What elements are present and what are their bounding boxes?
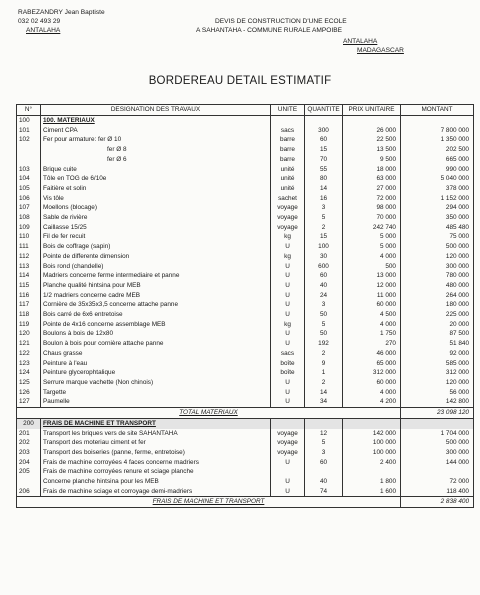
item-amount: 264 000: [401, 291, 474, 301]
table-row: [17, 310, 474, 320]
item-designation: Bois de coffrage (sapin): [41, 242, 271, 252]
document-title: BORDEREAU DETAIL ESTIMATIF: [148, 75, 332, 87]
item-qty: 3: [305, 203, 343, 213]
item-amount: 300 000: [401, 262, 474, 272]
item-num: 206: [17, 487, 41, 497]
item-num: 118: [17, 310, 41, 320]
item-designation: Boulon à bois pour cornière attache panne: [41, 339, 271, 349]
item-num: 119: [17, 320, 41, 330]
table-row: [17, 291, 474, 301]
item-amount: 51 840: [401, 339, 474, 349]
item-qty: 192: [305, 339, 343, 349]
item-unit: sachet: [271, 194, 305, 204]
item-num: 122: [17, 349, 41, 359]
item-num: 120: [17, 329, 41, 339]
item-amount: 312 000: [401, 368, 474, 378]
item-price: 2 400: [343, 458, 401, 468]
item-num: 203: [17, 448, 41, 458]
item-qty: 2: [305, 349, 343, 359]
table-row: [17, 477, 474, 487]
item-price: 70 000: [343, 213, 401, 223]
table-row: [17, 378, 474, 388]
item-price: 312 000: [343, 368, 401, 378]
item-qty: 1: [305, 368, 343, 378]
item-num: 201: [17, 429, 41, 439]
table-row: [17, 349, 474, 359]
section-1-heading: [17, 116, 474, 126]
item-designation: Transport des boiseries (panne, ferme, entretoise): [41, 448, 271, 458]
item-designation: fer Ø 6: [41, 155, 271, 165]
item-num: 124: [17, 368, 41, 378]
item-num: 202: [17, 438, 41, 448]
item-price: 4 200: [343, 397, 401, 407]
item-qty: 34: [305, 397, 343, 407]
item-num: 110: [17, 232, 41, 242]
item-price: 60 000: [343, 300, 401, 310]
table-row: [17, 467, 474, 477]
item-price: 100 000: [343, 438, 401, 448]
item-designation: Pointe de 4x16 concerne assemblage MEB: [41, 320, 271, 330]
item-designation: Frais de machine corroyées 4 faces concerne madriers: [41, 458, 271, 468]
estimate-table: [16, 104, 474, 508]
table-row: [17, 242, 474, 252]
item-designation: Pointe de differente dimension: [41, 252, 271, 262]
item-qty: 12: [305, 429, 343, 439]
item-designation: Tôle en TOG de 6/10e: [41, 174, 271, 184]
table-row: [17, 252, 474, 262]
item-price: 65 000: [343, 359, 401, 369]
item-price: 60 000: [343, 378, 401, 388]
table-row: [17, 155, 474, 165]
section-1-total-row: [17, 408, 474, 419]
item-amount: 120 000: [401, 378, 474, 388]
item-unit: kg: [271, 232, 305, 242]
item-qty: 5: [305, 438, 343, 448]
item-qty: 100: [305, 242, 343, 252]
item-qty: 60: [305, 135, 343, 145]
section-1-total-value: 23 098 120: [401, 408, 474, 419]
table-row: [17, 135, 474, 145]
item-designation: Ciment CPA: [41, 126, 271, 136]
table-row: [17, 368, 474, 378]
item-unit: voyage: [271, 448, 305, 458]
item-qty: 14: [305, 184, 343, 194]
item-price: 98 000: [343, 203, 401, 213]
item-unit: U: [271, 329, 305, 339]
company-city: ANTALAHA: [26, 27, 61, 34]
item-num: 126: [17, 388, 41, 398]
item-num: 103: [17, 165, 41, 175]
item-qty: 40: [305, 477, 343, 487]
item-qty: 3: [305, 300, 343, 310]
table-row: [17, 232, 474, 242]
item-unit: barre: [271, 145, 305, 155]
table-row: [17, 262, 474, 272]
item-amount: 500 000: [401, 438, 474, 448]
item-qty: [305, 467, 343, 477]
item-amount: 7 800 000: [401, 126, 474, 136]
item-amount: 1 350 000: [401, 135, 474, 145]
item-designation: Moellons (blocage): [41, 203, 271, 213]
item-price: 242 740: [343, 223, 401, 233]
item-amount: 780 000: [401, 271, 474, 281]
item-num: 111: [17, 242, 41, 252]
item-price: 4 000: [343, 388, 401, 398]
item-qty: 15: [305, 145, 343, 155]
item-amount: 87 500: [401, 329, 474, 339]
item-qty: 15: [305, 232, 343, 242]
item-num: 127: [17, 397, 41, 407]
item-price: 13 500: [343, 145, 401, 155]
item-unit: U: [271, 310, 305, 320]
table-row: [17, 448, 474, 458]
item-num: [17, 477, 41, 487]
item-qty: 50: [305, 329, 343, 339]
item-price: 5 000: [343, 232, 401, 242]
item-unit: [271, 467, 305, 477]
item-unit: voyage: [271, 438, 305, 448]
item-price: 27 000: [343, 184, 401, 194]
item-designation: Frais de machine corroyées renure et sciage planche: [41, 467, 271, 477]
item-qty: 60: [305, 271, 343, 281]
item-qty: 5: [305, 213, 343, 223]
item-unit: U: [271, 281, 305, 291]
table-row: [17, 438, 474, 448]
table-row: [17, 359, 474, 369]
item-price: 100 000: [343, 448, 401, 458]
item-unit: U: [271, 378, 305, 388]
item-qty: 24: [305, 291, 343, 301]
item-amount: [401, 467, 474, 477]
item-price: 9 500: [343, 155, 401, 165]
item-amount: 20 000: [401, 320, 474, 330]
item-designation: Transport des moteriau ciment et fer: [41, 438, 271, 448]
item-num: 117: [17, 300, 41, 310]
table-row: [17, 339, 474, 349]
item-amount: 1 704 000: [401, 429, 474, 439]
table-row: [17, 213, 474, 223]
item-qty: 2: [305, 223, 343, 233]
item-qty: 600: [305, 262, 343, 272]
item-unit: U: [271, 477, 305, 487]
item-num: 109: [17, 223, 41, 233]
item-price: 18 000: [343, 165, 401, 175]
item-unit: sacs: [271, 349, 305, 359]
item-unit: voyage: [271, 203, 305, 213]
table-row: [17, 320, 474, 330]
item-amount: 120 000: [401, 252, 474, 262]
item-amount: 300 000: [401, 448, 474, 458]
item-price: 500: [343, 262, 401, 272]
table-row: [17, 203, 474, 213]
table-row: [17, 397, 474, 407]
item-price: 4 500: [343, 310, 401, 320]
item-price: 1 800: [343, 477, 401, 487]
section-2-body: [17, 418, 474, 497]
item-unit: boîte: [271, 368, 305, 378]
item-unit: U: [271, 271, 305, 281]
item-designation: Serrure marque vachette (Non chinois): [41, 378, 271, 388]
item-amount: 72 000: [401, 477, 474, 487]
table-row: [17, 194, 474, 204]
item-num: 108: [17, 213, 41, 223]
item-unit: U: [271, 300, 305, 310]
item-qty: 3: [305, 448, 343, 458]
item-amount: 500 000: [401, 242, 474, 252]
table-row: [17, 458, 474, 468]
item-price: [343, 467, 401, 477]
item-unit: barre: [271, 135, 305, 145]
item-unit: voyage: [271, 213, 305, 223]
item-amount: 294 000: [401, 203, 474, 213]
item-qty: 5: [305, 320, 343, 330]
item-designation: Cornière de 35x35x3,5 concerne attache panne: [41, 300, 271, 310]
item-num: 106: [17, 194, 41, 204]
item-unit: U: [271, 242, 305, 252]
item-amount: 142 800: [401, 397, 474, 407]
item-qty: 14: [305, 388, 343, 398]
item-price: 1 750: [343, 329, 401, 339]
item-designation: Caillasse 15/25: [41, 223, 271, 233]
item-unit: U: [271, 487, 305, 497]
item-num: 102: [17, 135, 41, 145]
item-designation: Brique cuite: [41, 165, 271, 175]
item-designation: Madriers concerne ferme intermediaire et panne: [41, 271, 271, 281]
item-qty: 40: [305, 281, 343, 291]
item-amount: 585 000: [401, 359, 474, 369]
item-unit: barre: [271, 155, 305, 165]
section-2-total-value: 2 838 400: [401, 497, 474, 508]
item-designation: Bois rond (chandelle): [41, 262, 271, 272]
item-unit: unité: [271, 174, 305, 184]
item-designation: Faitière et solin: [41, 184, 271, 194]
item-unit: unité: [271, 165, 305, 175]
table-row: [17, 329, 474, 339]
item-designation: Vis tôle: [41, 194, 271, 204]
table-row: [17, 388, 474, 398]
item-designation: Fer pour armature: fer Ø 10: [41, 135, 271, 145]
table-row: [17, 165, 474, 175]
item-designation: 1/2 madriers concerne cadre MEB: [41, 291, 271, 301]
section-1-title: 100. MATERIAUX: [41, 116, 271, 126]
item-designation: Concerne planche hintsina pour les MEB: [41, 477, 271, 487]
item-num: 123: [17, 359, 41, 369]
item-amount: 56 000: [401, 388, 474, 398]
item-price: 12 000: [343, 281, 401, 291]
item-designation: Targette: [41, 388, 271, 398]
item-unit: boîte: [271, 359, 305, 369]
item-qty: 9: [305, 359, 343, 369]
section-2-total-label: FRAIS DE MACHINE ET TRANSPORT: [17, 497, 401, 508]
item-price: 26 000: [343, 126, 401, 136]
section-1-total-label: TOTAL MATERIAUX: [17, 408, 401, 419]
item-designation: fer Ø 8: [41, 145, 271, 155]
item-amount: 180 000: [401, 300, 474, 310]
item-designation: Chaus grasse: [41, 349, 271, 359]
item-qty: 80: [305, 174, 343, 184]
col-amount-header: MONTANT: [401, 105, 474, 116]
section-2-title: FRAIS DE MACHINE ET TRANSPORT: [41, 418, 271, 428]
section-2-total-row: [17, 497, 474, 508]
item-qty: 16: [305, 194, 343, 204]
item-amount: 1 152 000: [401, 194, 474, 204]
item-designation: Peinture à l'eau: [41, 359, 271, 369]
item-qty: 50: [305, 310, 343, 320]
item-amount: 378 000: [401, 184, 474, 194]
item-num: 116: [17, 291, 41, 301]
item-designation: Bois carré de 6x6 entretoise: [41, 310, 271, 320]
item-designation: Boulons à bois de 12x80: [41, 329, 271, 339]
item-designation: Planche qualité hintsina pour MEB: [41, 281, 271, 291]
section-2-heading: [17, 418, 474, 428]
item-unit: sacs: [271, 126, 305, 136]
item-price: 11 000: [343, 291, 401, 301]
project-line-1: DEVIS DE CONSTRUCTION D'UNE ECOLE: [215, 18, 347, 25]
item-amount: 225 000: [401, 310, 474, 320]
section-1-body: [17, 116, 474, 408]
item-price: 270: [343, 339, 401, 349]
item-amount: 350 000: [401, 213, 474, 223]
item-designation: Transport les briques vers de site SAHANTAHA: [41, 429, 271, 439]
item-amount: 202 500: [401, 145, 474, 155]
item-unit: voyage: [271, 223, 305, 233]
item-designation: Peinture glycerophtalique: [41, 368, 271, 378]
item-amount: 118 400: [401, 487, 474, 497]
item-amount: 92 000: [401, 349, 474, 359]
table-row: [17, 145, 474, 155]
item-price: 13 000: [343, 271, 401, 281]
item-unit: U: [271, 262, 305, 272]
item-designation: Sable de rivière: [41, 213, 271, 223]
item-price: 4 000: [343, 252, 401, 262]
col-qty-header: QUANTITE: [305, 105, 343, 116]
item-unit: U: [271, 291, 305, 301]
table-row: [17, 174, 474, 184]
table-header-row: [17, 105, 474, 116]
table-row: [17, 429, 474, 439]
item-unit: U: [271, 397, 305, 407]
item-price: 63 000: [343, 174, 401, 184]
col-num-header: N°: [17, 105, 41, 116]
location-city: ANTALAHA: [343, 38, 378, 45]
item-unit: U: [271, 339, 305, 349]
item-amount: 75 000: [401, 232, 474, 242]
item-price: 46 000: [343, 349, 401, 359]
location-country: MADAGASCAR: [357, 47, 404, 54]
item-num: 204: [17, 458, 41, 468]
item-price: 142 000: [343, 429, 401, 439]
item-price: 1 600: [343, 487, 401, 497]
table-row: [17, 487, 474, 497]
table-row: [17, 184, 474, 194]
item-qty: 60: [305, 458, 343, 468]
col-unit-header: UNITE: [271, 105, 305, 116]
item-qty: 74: [305, 487, 343, 497]
item-qty: 2: [305, 378, 343, 388]
col-designation-header: DESIGNATION DES TRAVAUX: [41, 105, 271, 116]
item-qty: 30: [305, 252, 343, 262]
item-qty: 300: [305, 126, 343, 136]
item-amount: 990 000: [401, 165, 474, 175]
item-num: 114: [17, 271, 41, 281]
item-num: 121: [17, 339, 41, 349]
project-line-2: A SAHANTAHA - COMMUNE RURALE AMPOIBE: [196, 27, 343, 34]
item-unit: kg: [271, 252, 305, 262]
item-designation: Frais de machine sciage et corroyage demi-madriers: [41, 487, 271, 497]
item-amount: 144 000: [401, 458, 474, 468]
table-row: [17, 271, 474, 281]
company-phone: 032 02 493 29: [18, 18, 61, 25]
table-row: [17, 223, 474, 233]
item-amount: 665 000: [401, 155, 474, 165]
item-amount: 480 000: [401, 281, 474, 291]
item-num: 115: [17, 281, 41, 291]
item-price: 72 000: [343, 194, 401, 204]
col-price-header: PRIX UNITAIRE: [343, 105, 401, 116]
item-unit: voyage: [271, 429, 305, 439]
item-num: 205: [17, 467, 41, 477]
item-qty: 55: [305, 165, 343, 175]
item-price: 5 000: [343, 242, 401, 252]
item-amount: 5 040 000: [401, 174, 474, 184]
item-num: 107: [17, 203, 41, 213]
item-unit: U: [271, 458, 305, 468]
table-row: [17, 281, 474, 291]
company-name: RABEZANDRY Jean Baptiste: [18, 9, 105, 16]
table-row: [17, 126, 474, 136]
item-price: 22 500: [343, 135, 401, 145]
item-num: 105: [17, 184, 41, 194]
section-2-num: 200: [17, 418, 41, 428]
item-unit: kg: [271, 320, 305, 330]
item-designation: Fil de fer recuit: [41, 232, 271, 242]
item-num: [17, 155, 41, 165]
item-num: 125: [17, 378, 41, 388]
section-1-num: 100: [17, 116, 41, 126]
item-unit: U: [271, 388, 305, 398]
table-row: [17, 300, 474, 310]
item-num: 112: [17, 252, 41, 262]
item-qty: 70: [305, 155, 343, 165]
item-amount: 485 480: [401, 223, 474, 233]
item-designation: Paumelle: [41, 397, 271, 407]
item-price: 4 000: [343, 320, 401, 330]
item-num: 113: [17, 262, 41, 272]
item-num: 104: [17, 174, 41, 184]
item-unit: unité: [271, 184, 305, 194]
item-num: 101: [17, 126, 41, 136]
item-num: [17, 145, 41, 155]
